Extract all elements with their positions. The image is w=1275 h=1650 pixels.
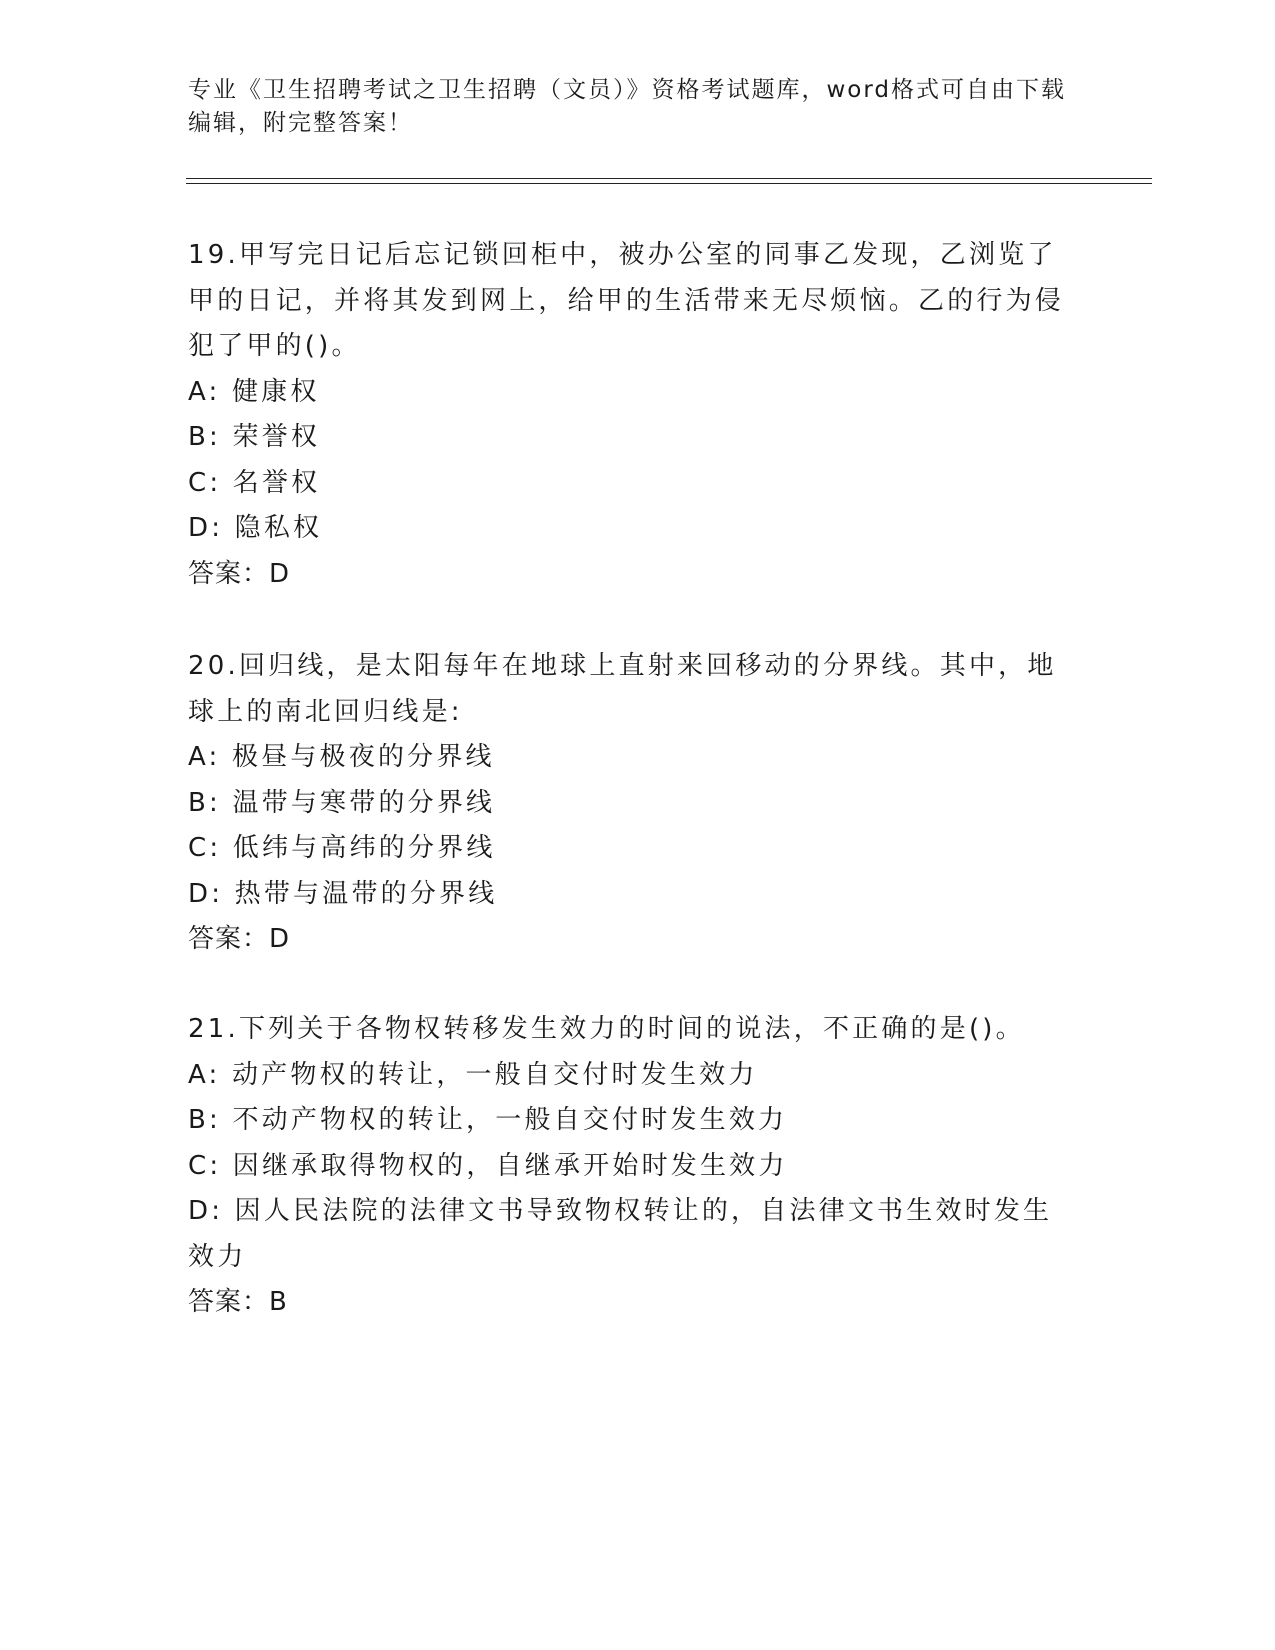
option-b: B: 不动产物权的转让，一般自交付时发生效力 — [188, 1105, 788, 1135]
answer: 答案：D — [188, 558, 291, 589]
option-d: D: 因人民法院的法律文书导致物权转让的，自法律文书生效时发生效力 — [188, 1196, 1053, 1272]
option-c: C: 低纬与高纬的分界线 — [188, 833, 496, 863]
answer: 答案：D — [188, 924, 291, 954]
option-d: D: 热带与温带的分界线 — [188, 878, 498, 909]
option-d: D: 隐私权 — [188, 513, 323, 543]
question-19 — [188, 233, 1068, 597]
document-header: 专业《卫生招聘考试之卫生招聘（文员）》资格考试题库，word格式可自由下载编辑，附完整答案！ — [188, 77, 1067, 136]
answer: 答案：B — [188, 1287, 288, 1317]
header-divider-bottom — [186, 183, 1152, 184]
question-stem: 19.甲写完日记后忘记锁回柜中，被办公室的同事乙发现，乙浏览了甲的日记，并将其发到网上，给甲的生活带来无尽烦恼。乙的行为侵犯了甲的()。 — [188, 240, 1065, 361]
question-20 — [188, 644, 1068, 963]
option-b: B: 荣誉权 — [188, 422, 321, 452]
question-stem: 20.回归线，是太阳每年在地球上直射来回移动的分界线。其中，地球上的南北回归线是: — [188, 651, 1057, 727]
option-b: B: 温带与寒带的分界线 — [188, 787, 496, 818]
option-a: A: 健康权 — [188, 376, 320, 407]
question-stem: 21.下列关于各物权转移发生效力的时间的说法，不正确的是()。 — [188, 1014, 1025, 1044]
question-21 — [188, 1007, 1068, 1326]
option-c: C: 因继承取得物权的，自继承开始时发生效力 — [188, 1150, 788, 1181]
option-a: A: 动产物权的转让，一般自交付时发生效力 — [188, 1059, 758, 1090]
option-a: A: 极昼与极夜的分界线 — [188, 742, 495, 772]
header-divider-top — [186, 178, 1152, 179]
option-c: C: 名誉权 — [188, 467, 321, 498]
